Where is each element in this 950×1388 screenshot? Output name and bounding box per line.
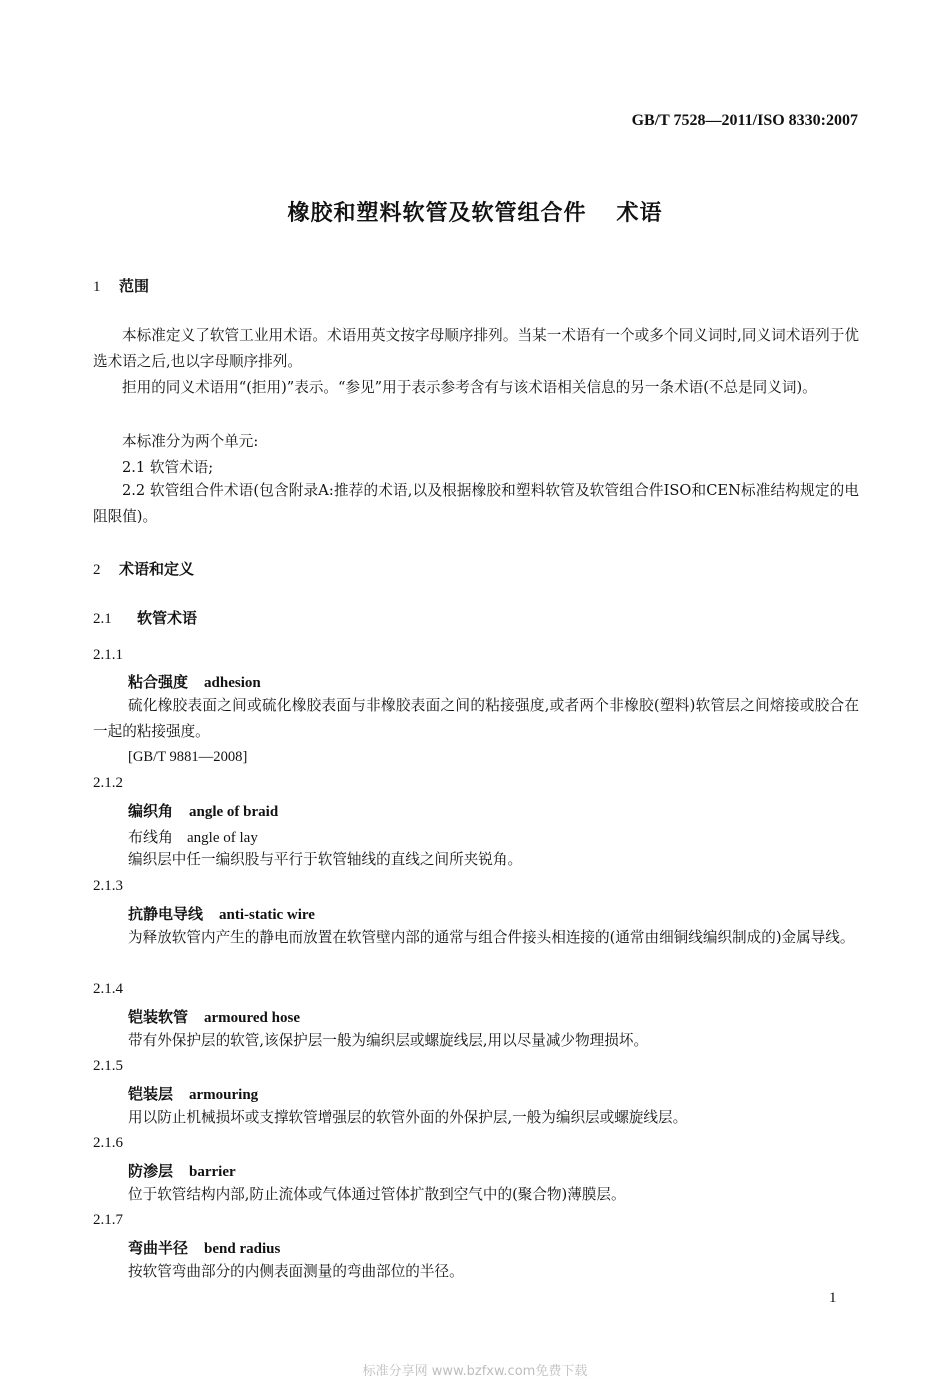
subsection-2-1-heading — [93, 607, 197, 628]
section-2-number: 2 — [93, 562, 101, 578]
term-zh: 粘合强度 — [128, 673, 189, 691]
subsection-2-1-number: 2.1 — [93, 611, 112, 627]
term-zh: 编织角 — [128, 802, 174, 820]
scope-paragraph-3: 本标准分为两个单元: — [122, 433, 259, 450]
section-2-heading — [93, 558, 194, 579]
term-zh: 铠装软管 — [128, 1008, 189, 1026]
term-number: 2.1.6 — [93, 1135, 123, 1151]
term-definition: 带有外保护层的软管,该保护层一般为编织层或螺旋线层,用以尽量减少物理损坏。 — [128, 1032, 649, 1049]
term-entry — [128, 1237, 280, 1258]
synonym-en: angle of lay — [187, 830, 258, 846]
term-zh: 弯曲半径 — [128, 1239, 189, 1257]
section-1-title: 范围 — [119, 277, 150, 295]
term-number: 2.1.1 — [93, 647, 123, 663]
term-entry — [128, 903, 315, 924]
term-en: adhesion — [204, 675, 261, 691]
term-definition: 硫化橡胶表面之间或硫化橡胶表面与非橡胶表面之间的粘接强度,或者两个非橡胶(塑料)软管层之间熔接或胶合在一起的粘接强度。 — [93, 697, 859, 740]
term-en: anti-static wire — [219, 907, 315, 923]
term-definition: 位于软管结构内部,防止流体或气体通过管体扩散到空气中的(聚合物)薄膜层。 — [128, 1186, 626, 1203]
term-en: angle of braid — [189, 804, 279, 820]
term-entry — [128, 1083, 258, 1104]
term-en: barrier — [189, 1164, 236, 1180]
section-2-title: 术语和定义 — [119, 560, 195, 578]
term-definition: 编织层中任一编织股与平行于软管轴线的直线之间所夹锐角。 — [128, 851, 523, 868]
subsection-2-1-title: 软管术语 — [137, 609, 198, 627]
title-sub: 术语 — [616, 201, 663, 226]
term-entry — [128, 1160, 236, 1181]
term-number: 2.1.7 — [93, 1212, 123, 1228]
standard-code: GB/T 7528—2011/ISO 8330:2007 — [631, 112, 858, 129]
term-definition: 为释放软管内产生的静电而放置在软管壁内部的通常与组合件接头相连接的(通常由细铜线编织制成的)金属导线。 — [128, 929, 855, 946]
section-1-heading — [93, 275, 149, 296]
synonym-zh: 布线角 — [128, 828, 174, 846]
term-definition: 用以防止机械损坏或支撑软管增强层的软管外面的外保护层,一般为编织层或螺旋线层。 — [128, 1109, 688, 1126]
scope-paragraph-2: 拒用的同义术语用“(拒用)”表示。“参见”用于表示参考含有与该术语相关信息的另一条术语(不总是同义词)。 — [122, 379, 817, 396]
watermark: 标准分享网 www.bzfxw.com免费下载 — [362, 1364, 588, 1379]
term-reference: [GB/T 9881—2008] — [128, 749, 248, 765]
term-zh: 防渗层 — [128, 1162, 174, 1180]
term-zh: 铠装层 — [128, 1085, 174, 1103]
term-en: armoured hose — [204, 1010, 300, 1026]
term-number: 2.1.4 — [93, 981, 123, 997]
term-synonym — [128, 826, 258, 847]
term-en: bend radius — [204, 1241, 281, 1257]
term-entry — [128, 800, 278, 821]
term-definition: 按软管弯曲部分的内侧表面测量的弯曲部位的半径。 — [128, 1263, 464, 1280]
unit-item-1: 2.1 软管术语; — [122, 459, 214, 476]
unit-item-2: 2.2 软管组合件术语(包含附录A:推荐的术语,以及根据橡胶和塑料软管及软管组合件ISO和CEN标准结构规定的电阻限值)。 — [93, 482, 859, 525]
document-title — [0, 196, 950, 227]
term-number: 2.1.3 — [93, 878, 123, 894]
term-entry — [128, 671, 261, 692]
section-1-number: 1 — [93, 279, 101, 295]
page-number: 1 — [829, 1290, 837, 1306]
title-main: 橡胶和塑料软管及软管组合件 — [287, 201, 587, 226]
scope-paragraph-1: 本标准定义了软管工业用术语。术语用英文按字母顺序排列。当某一术语有一个或多个同义词时,同义词术语列于优选术语之后,也以字母顺序排列。 — [93, 327, 859, 370]
term-number: 2.1.5 — [93, 1058, 123, 1074]
term-zh: 抗静电导线 — [128, 905, 204, 923]
term-entry — [128, 1006, 300, 1027]
term-number: 2.1.2 — [93, 775, 123, 791]
term-en: armouring — [189, 1087, 259, 1103]
